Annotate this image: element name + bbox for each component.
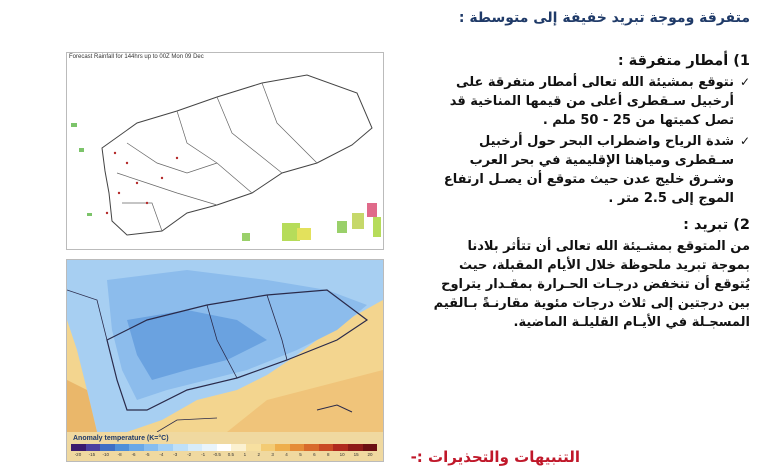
rainfall-map-svg — [67, 53, 383, 249]
legend-swatch — [202, 444, 217, 451]
rain-bullet-2-text: شدة الرياح واضطراب البحر حول أرخبيل سـقطرى ومياهنا الإقليمية في بحر العرب وشـرق خليج عدن حيث متوقع أن يصـل ارتفاع الموج إلى 2.5 متر . — [443, 134, 734, 206]
anomaly-legend-ticks — [71, 452, 377, 457]
legend-swatch — [319, 444, 334, 451]
rain-bullet-1-text: نتوقع بمشيئة الله تعالى أمطار متفرقة على أرخبيل سـقطرى أعلى من قيمها المناخية قد تصل كميتها من 25 - 50 ملم . — [449, 75, 734, 128]
legend-swatch — [217, 444, 232, 451]
section-cooling-title: 2) تبريد : — [683, 217, 750, 233]
legend-tick: 0.5 — [227, 452, 235, 457]
legend-swatch — [231, 444, 246, 451]
legend-tick: 5 — [299, 452, 302, 457]
temperature-anomaly-map — [66, 259, 384, 462]
cooling-paragraph: من المتوقع بمشـيئة الله تعالى أن تتأثر بلادنا بموجة تبريد ملحوظة خلال الأيام المقبلة، حيث يُتوقع أن تنخفض درجـات الحـرارة بمقـدار يتراوح بين درجتين إلى ثلاث درجات مئوية مقارنـةً بـالقيم المسجـلة في الأيـام القليلـة الماضية. — [433, 239, 750, 330]
legend-tick: 20 — [367, 452, 373, 457]
legend-tick: 15 — [353, 452, 359, 457]
anomaly-legend-label: Anomaly temperature (K=°C) — [73, 435, 169, 442]
legend-tick: -2 — [187, 452, 192, 457]
legend-tick: 2 — [257, 452, 260, 457]
legend-swatch — [304, 444, 319, 451]
legend-tick: -0.5 — [213, 452, 221, 457]
rain-bullet-2 — [430, 132, 750, 208]
legend-tick: -3 — [173, 452, 178, 457]
legend-tick: 1 — [243, 452, 247, 457]
legend-tick: -5 — [145, 452, 150, 457]
legend-swatch — [129, 444, 144, 451]
legend-swatch — [363, 444, 378, 451]
legend-swatch — [158, 444, 173, 451]
warnings-title: التنبيهات والتحذيرات :- — [410, 448, 580, 466]
legend-tick: -8 — [117, 452, 122, 457]
legend-tick: 6 — [313, 452, 316, 457]
legend-tick: 8 — [327, 452, 330, 457]
anomaly-map-svg — [67, 260, 383, 432]
legend-tick: 4 — [285, 452, 288, 457]
legend-tick: 10 — [339, 452, 345, 457]
rainfall-forecast-map — [66, 52, 384, 250]
legend-swatch — [290, 444, 305, 451]
forecast-text-column — [430, 52, 750, 332]
legend-tick: -4 — [159, 452, 164, 457]
legend-swatch — [100, 444, 115, 451]
legend-tick: -1 — [201, 452, 206, 457]
legend-tick: -20 — [74, 452, 82, 457]
legend-swatch — [115, 444, 130, 451]
legend-swatch — [71, 444, 86, 451]
header-line-2: متفرقة وموجة تبريد خفيفة إلى متوسطة : — [458, 10, 750, 26]
rain-spots — [71, 123, 381, 241]
legend-swatch — [333, 444, 348, 451]
rainfall-map-caption: Forecast Rainfall for 144hrs up to 00Z Mon 09 Dec — [69, 54, 204, 60]
legend-tick: -10 — [102, 452, 110, 457]
legend-swatch — [86, 444, 101, 451]
section-rain-title: 1) أمطار متفرقة : — [617, 53, 750, 69]
legend-swatch — [173, 444, 188, 451]
legend-swatch — [261, 444, 276, 451]
check-icon: ✓ — [739, 134, 750, 148]
rain-bullet-1 — [430, 73, 750, 130]
legend-swatch — [275, 444, 290, 451]
legend-tick: -15 — [88, 452, 96, 457]
legend-swatch — [144, 444, 159, 451]
legend-swatch — [188, 444, 203, 451]
legend-swatch — [348, 444, 363, 451]
country-outline — [102, 75, 372, 235]
legend-tick: -6 — [131, 452, 136, 457]
anomaly-color-bar — [71, 444, 377, 451]
check-icon: ✓ — [739, 75, 750, 89]
legend-tick: 3 — [271, 452, 274, 457]
legend-swatch — [246, 444, 261, 451]
